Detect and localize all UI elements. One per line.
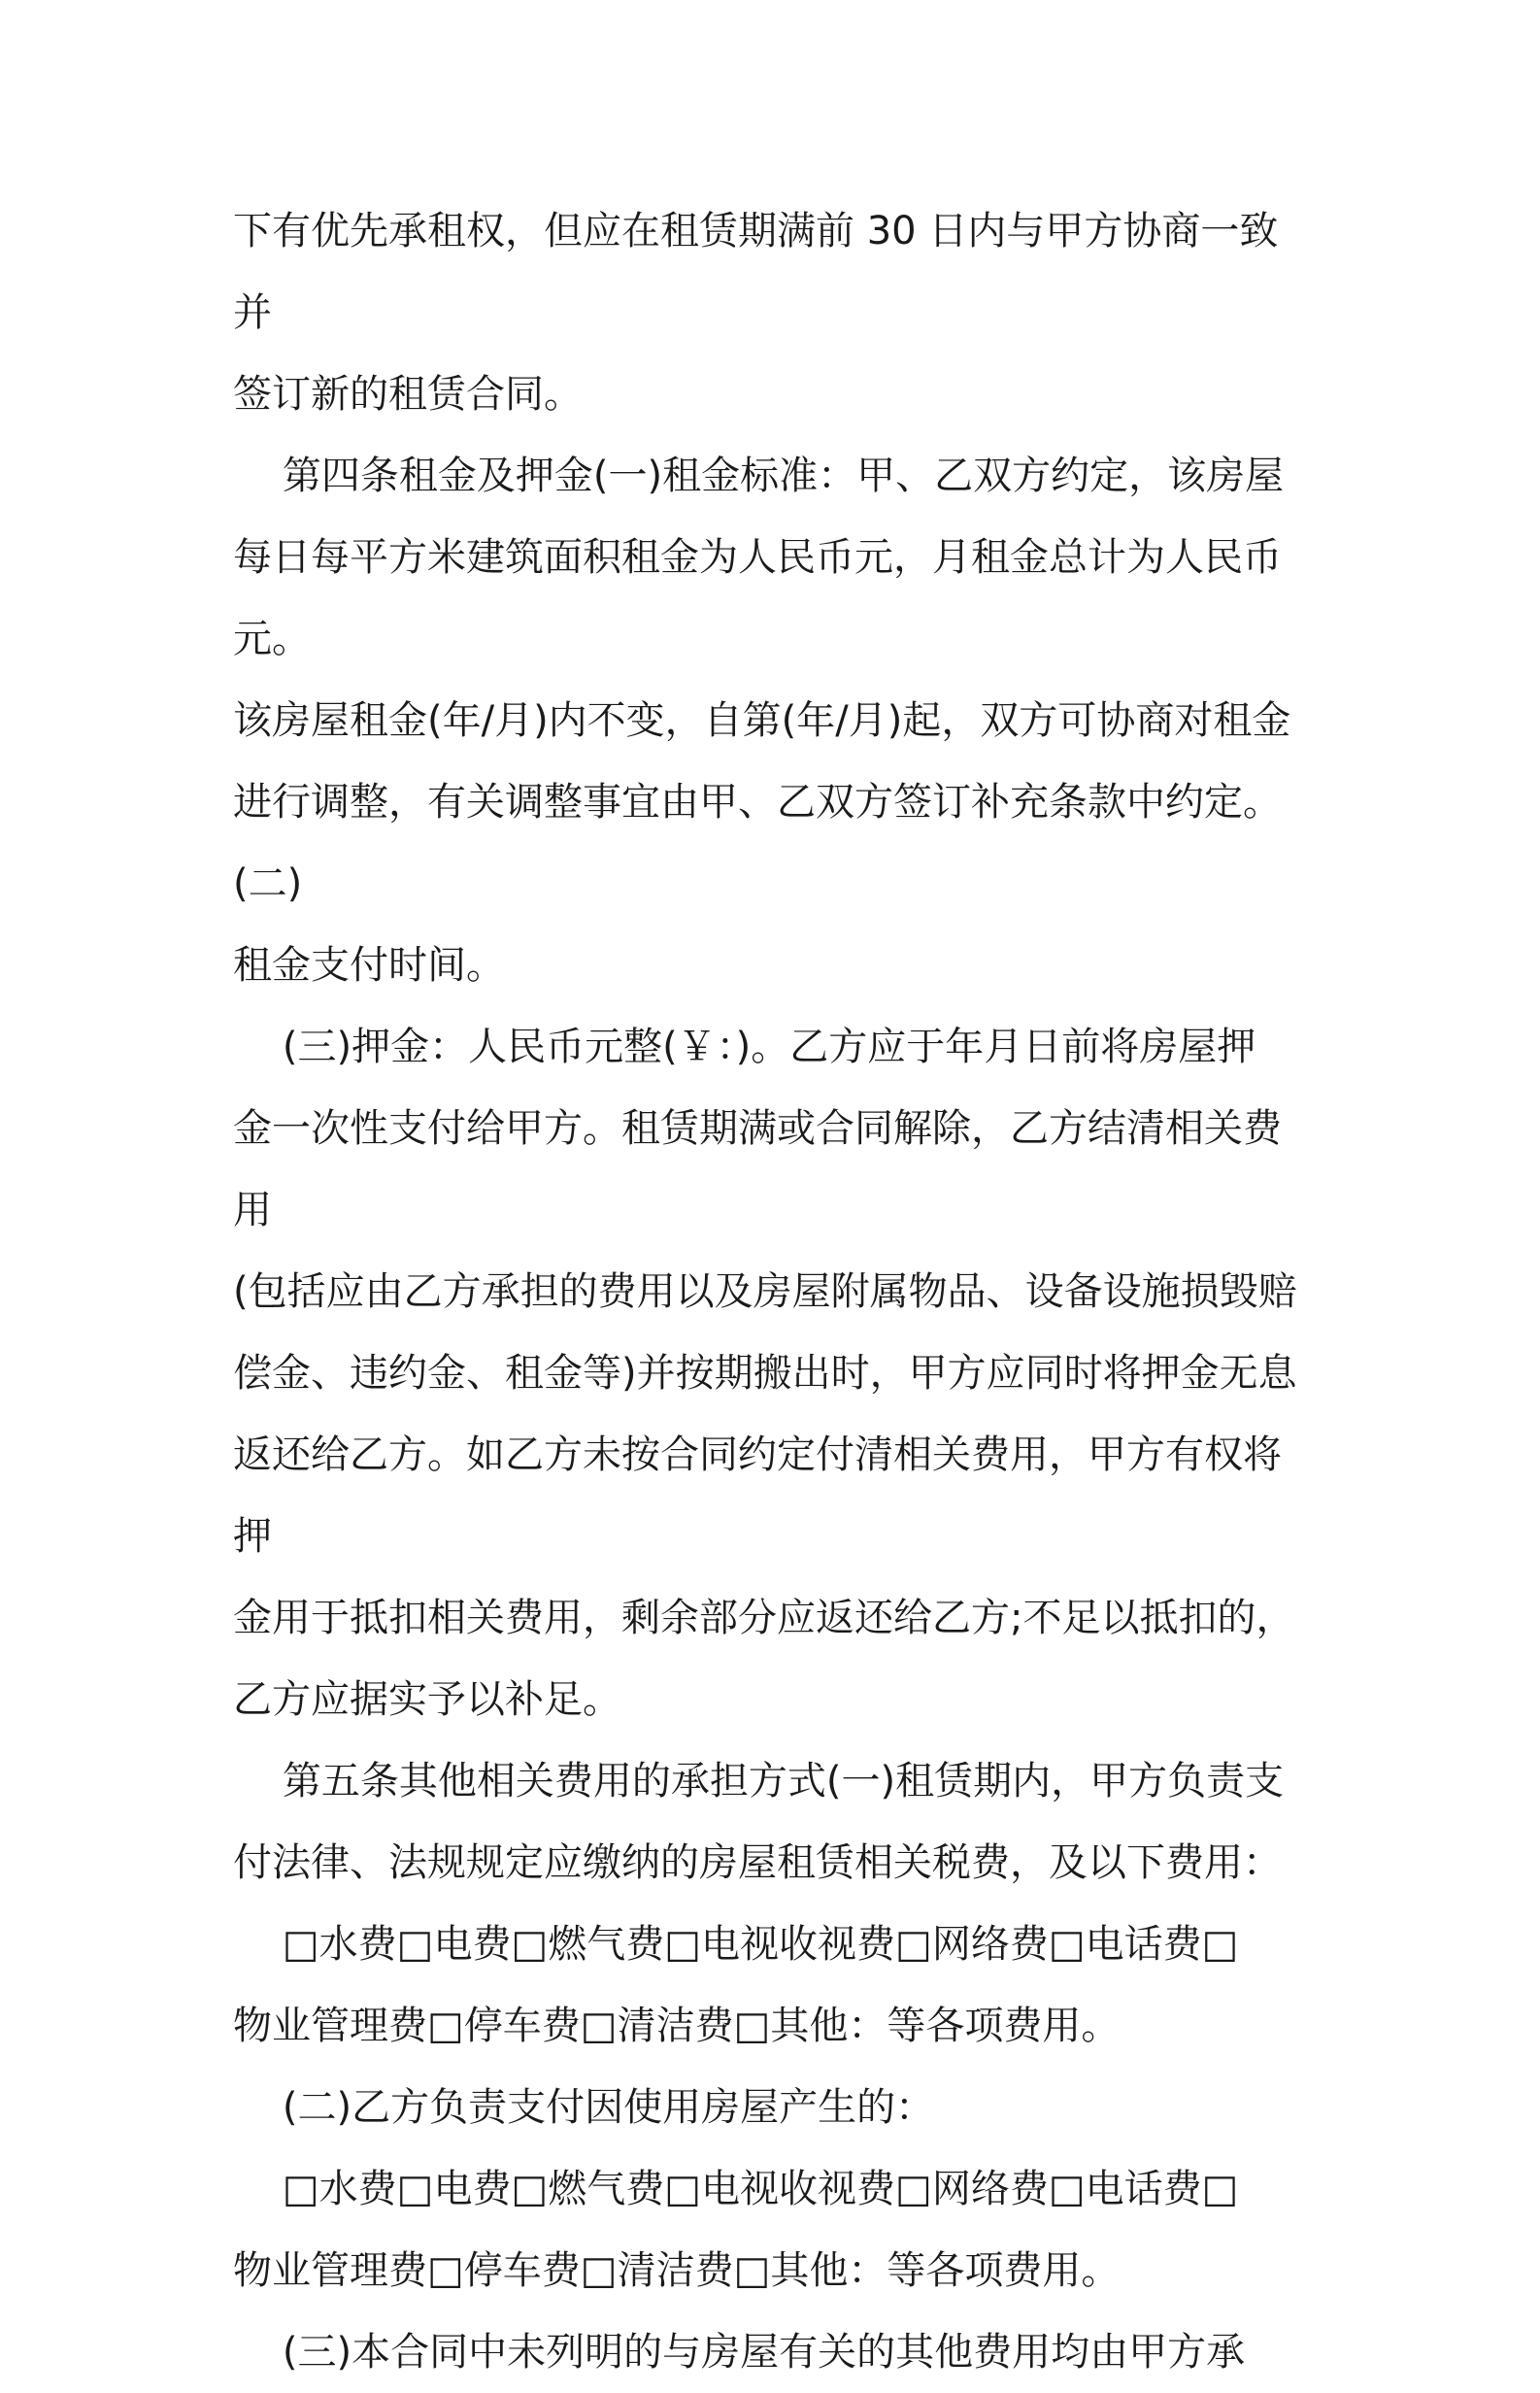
- text-line: □水费□电费□燃气费□电视收视费□网络费□电话费□: [233, 1922, 1239, 1967]
- text-line: 乙方应据实予以补足。: [233, 1677, 621, 1722]
- text-line: 返还给乙方。如乙方未按合同约定付清相关费用，甲方有权将押: [233, 1432, 1282, 1559]
- text-line: 金一次性支付给甲方。租赁期满或合同解除，乙方结清相关费用: [233, 1106, 1282, 1232]
- text-line: 物业管理费□停车费□清洁费□其他：等各项费用。: [233, 2248, 1121, 2293]
- text-line: 第四条租金及押金(一)租金标准：甲、乙双方约定，该房屋: [233, 454, 1285, 498]
- text-line: 每日每平方米建筑面积租金为人民币元，月租金总计为人民币元。: [233, 535, 1282, 661]
- text-line: (包括应由乙方承担的费用以及房屋附属物品、设备设施损毁赔: [233, 1269, 1297, 1314]
- text-line: □水费□电费□燃气费□电视收视费□网络费□电话费□: [233, 2167, 1239, 2211]
- text-line: 物业管理费□停车费□清洁费□其他：等各项费用。: [233, 2004, 1121, 2048]
- text-line: (三)押金：人民币元整(￥：)。乙方应于年月日前将房屋押: [233, 1025, 1256, 1069]
- text-line: 租金支付时间。: [233, 943, 505, 988]
- text-line: 签订新的租赁合同。: [233, 372, 583, 417]
- text-line: 偿金、违约金、租金等)并按期搬出时，甲方应同时将押金无息: [233, 1351, 1297, 1396]
- text-line: (二)乙方负责支付因使用房屋产生的：: [233, 2085, 935, 2130]
- text-line: 下有优先承租权，但应在租赁期满前 30 日内与甲方协商一致并: [233, 209, 1279, 335]
- text-line: 付法律、法规规定应缴纳的房屋租赁相关税费，及以下费用：: [233, 1840, 1282, 1885]
- text-line: 金用于抵扣相关费用，剩余部分应返还给乙方;不足以抵扣的，: [233, 1596, 1295, 1640]
- text-line: 进行调整，有关调整事宜由甲、乙双方签订补充条款中约定。(二): [233, 780, 1282, 906]
- text-line: 该房屋租金(年/月)内不变，自第(年/月)起，双方可协商对租金: [233, 698, 1291, 743]
- text-line: 第五条其他相关费用的承担方式(一)租赁期内，甲方负责支: [233, 1759, 1285, 1803]
- contract-text: [233, 190, 1311, 2393]
- text-line: (三)本合同中未列明的与房屋有关的其他费用均由甲方承: [233, 2330, 1246, 2375]
